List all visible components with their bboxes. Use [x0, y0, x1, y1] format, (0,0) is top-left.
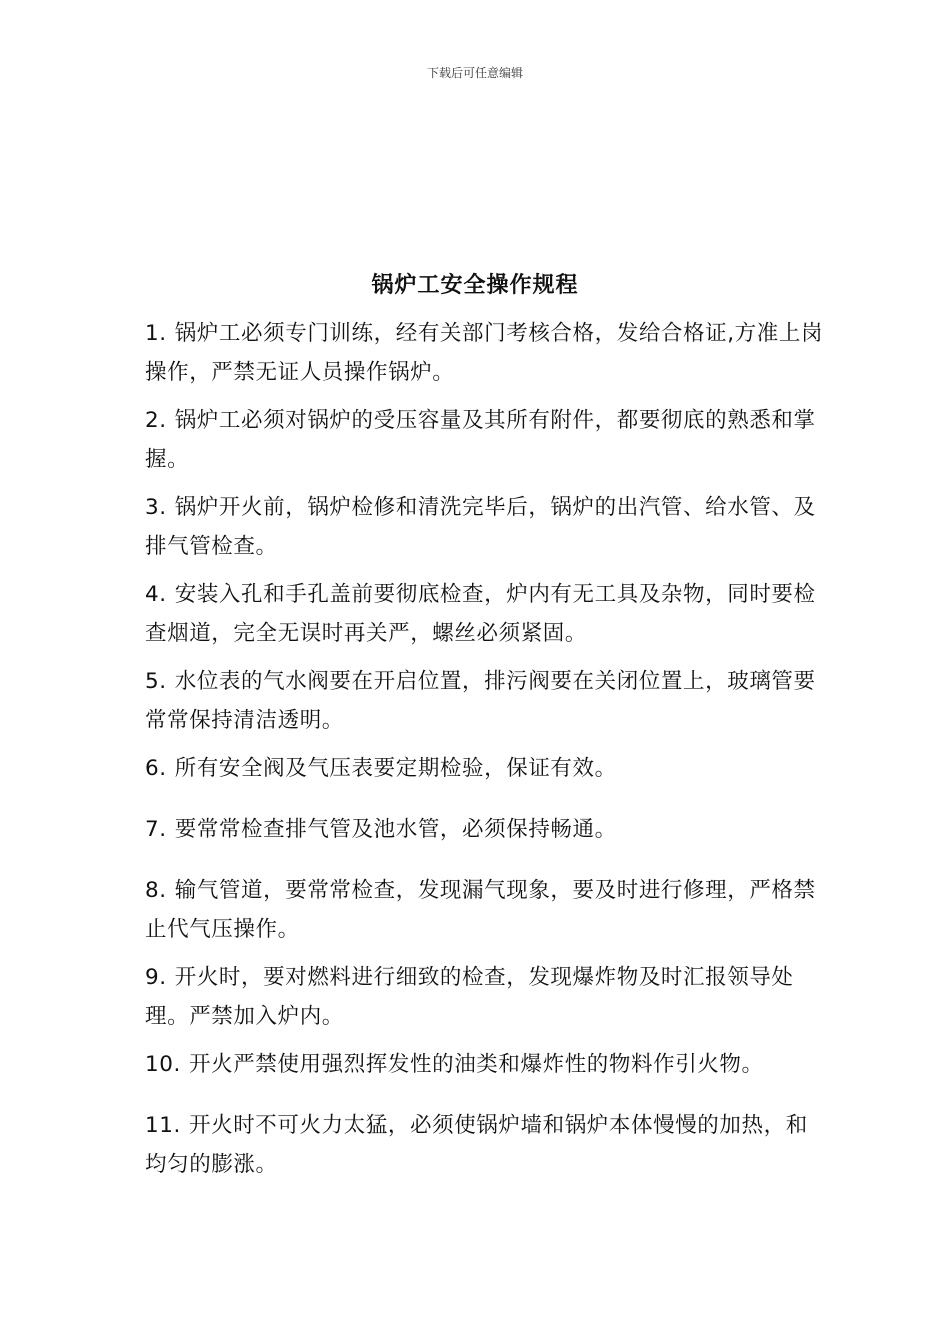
- rule-text: 锅炉开火前，锅炉检修和清洗完毕后，锅炉的出汽管、给水管、及排气管检查。: [145, 495, 816, 559]
- rule-text: 安装入孔和手孔盖前要彻底检查，炉内有无工具及杂物，同时要检查烟道，完全无误时再关严，螺丝必须紧固。: [145, 582, 816, 646]
- page-header-note: 下载后可任意编辑: [426, 66, 523, 80]
- rule-number: 10.: [145, 1052, 181, 1077]
- rule-number: 2.: [145, 408, 167, 433]
- rule-item-9: [145, 958, 825, 1036]
- rule-item-7: [145, 810, 825, 849]
- rule-number: 1.: [145, 321, 167, 346]
- rule-number: 6.: [145, 756, 167, 781]
- rule-number: 4.: [145, 582, 167, 607]
- rule-item-2: [145, 401, 825, 479]
- rule-item-3: [145, 488, 825, 566]
- rule-number: 5.: [145, 669, 167, 694]
- rule-text: 开火时不可火力太猛，必须使锅炉墙和锅炉本体慢慢的加热，和均匀的膨涨。: [145, 1113, 808, 1177]
- rule-item-10: [145, 1045, 835, 1084]
- rule-text: 所有安全阀及气压表要定期检验，保证有效。: [174, 756, 617, 781]
- rule-item-11: [145, 1106, 825, 1184]
- rule-text: 水位表的气水阀要在开启位置，排污阀要在关闭位置上，玻璃管要常常保持清洁透明。: [145, 669, 816, 733]
- rule-text: 开火时，要对燃料进行细致的检查，发现爆炸物及时汇报领导处理。严禁加入炉内。: [145, 965, 794, 1029]
- rule-item-4: [145, 575, 825, 653]
- rule-item-8: [145, 871, 825, 949]
- rule-text: 开火严禁使用强烈挥发性的油类和爆炸性的物料作引火物。: [189, 1052, 764, 1077]
- rule-item-1: [145, 314, 825, 392]
- rule-number: 9.: [145, 965, 167, 990]
- rule-text: 锅炉工必须专门训练，经有关部门考核合格，发给合格证,方准上岗操作，严禁无证人员操作锅炉。: [145, 321, 824, 385]
- rule-number: 11.: [145, 1113, 181, 1138]
- rule-text: 锅炉工必须对锅炉的受压容量及其所有附件，都要彻底的熟悉和掌握。: [145, 408, 816, 472]
- rule-item-6: [145, 749, 825, 788]
- rule-text: 输气管道，要常常检查，发现漏气现象，要及时进行修理，严格禁止代气压操作。: [145, 878, 816, 942]
- rule-number: 7.: [145, 817, 167, 842]
- document-title: 锅炉工安全操作规程: [371, 273, 579, 298]
- rule-text: 要常常检查排气管及池水管，必须保持畅通。: [174, 817, 617, 842]
- rule-number: 8.: [145, 878, 167, 903]
- rule-item-5: [145, 662, 825, 740]
- rule-number: 3.: [145, 495, 167, 520]
